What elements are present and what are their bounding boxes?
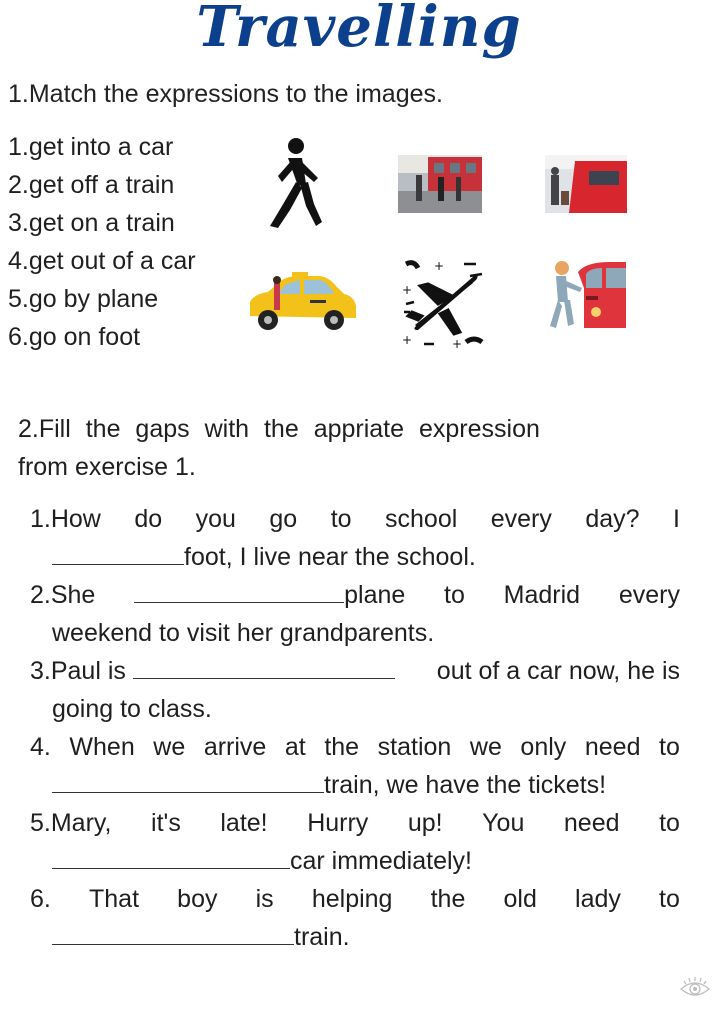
taxi-icon bbox=[244, 272, 358, 334]
question-word: Hurry bbox=[307, 809, 369, 837]
question-word: to bbox=[659, 885, 680, 913]
question-word: we bbox=[153, 733, 186, 761]
question-word: plane bbox=[344, 581, 406, 609]
answer-blank[interactable] bbox=[52, 918, 294, 945]
page-title: Travelling bbox=[196, 0, 522, 60]
question-word: station bbox=[377, 733, 452, 761]
expression-list bbox=[8, 128, 196, 356]
question-word: the bbox=[324, 733, 360, 761]
svg-text:+: + bbox=[452, 337, 463, 350]
question-word: is bbox=[255, 885, 274, 913]
question-word: every bbox=[618, 581, 680, 609]
answer-blank[interactable] bbox=[52, 766, 324, 793]
question-word: day? bbox=[585, 505, 640, 533]
question bbox=[30, 728, 680, 804]
question-word: out of a car now, he is bbox=[436, 657, 680, 685]
question-word: 5.Mary, bbox=[30, 809, 112, 837]
question bbox=[30, 880, 680, 956]
question-word: 3.Paul is bbox=[30, 657, 126, 685]
question-word: to bbox=[659, 733, 680, 761]
question-word: That bbox=[89, 885, 140, 913]
question bbox=[30, 500, 680, 576]
svg-text:+: + bbox=[434, 259, 445, 273]
question-word: need bbox=[584, 733, 641, 761]
question-text: train, we have the tickets! bbox=[324, 771, 607, 799]
question-word: we bbox=[469, 733, 502, 761]
question-word: arrive bbox=[203, 733, 267, 761]
question bbox=[30, 804, 680, 880]
question-text: car immediately! bbox=[290, 847, 472, 875]
exercise1-heading: 1.Match the expressions to the images. bbox=[8, 80, 443, 108]
question-word: to bbox=[444, 581, 465, 609]
question-text: going to class. bbox=[52, 695, 212, 723]
train-platform-photo bbox=[398, 155, 482, 213]
exercise2-heading bbox=[18, 410, 598, 486]
person-car-door-icon bbox=[540, 258, 630, 332]
question-word: lady bbox=[575, 885, 621, 913]
answer-blank[interactable] bbox=[133, 652, 395, 679]
expression-item: 2.get off a train bbox=[8, 171, 175, 199]
walking-person-icon bbox=[262, 136, 324, 230]
question-word: need bbox=[563, 809, 620, 837]
answer-blank[interactable] bbox=[134, 576, 344, 603]
question-word: 2.She bbox=[30, 581, 96, 609]
question-word: it's bbox=[151, 809, 181, 837]
question-word: up! bbox=[407, 809, 443, 837]
question-word: Madrid bbox=[503, 581, 581, 609]
question-text: weekend to visit her grandparents. bbox=[52, 619, 435, 647]
expression-item: 1.get into a car bbox=[8, 133, 174, 161]
question-word: helping bbox=[311, 885, 393, 913]
question bbox=[30, 652, 680, 728]
expression-item: 5.go by plane bbox=[8, 285, 159, 313]
question-word: I bbox=[673, 505, 680, 533]
svg-text:+: + bbox=[402, 333, 413, 347]
question-word: to bbox=[330, 505, 352, 533]
eye-logo-icon bbox=[678, 973, 712, 1003]
question bbox=[30, 576, 680, 652]
question-word: 1.How bbox=[30, 505, 101, 533]
svg-text:+: + bbox=[402, 283, 413, 297]
question-word: You bbox=[482, 809, 525, 837]
answer-blank[interactable] bbox=[52, 842, 290, 869]
question-word: the bbox=[430, 885, 466, 913]
question-word: only bbox=[520, 733, 567, 761]
red-train-photo bbox=[545, 155, 627, 213]
question-word: go bbox=[269, 505, 298, 533]
question-word: school bbox=[385, 505, 458, 533]
question-word: do bbox=[134, 505, 163, 533]
question-word: late! bbox=[220, 809, 268, 837]
question-word: old bbox=[503, 885, 537, 913]
exercise2-heading-line1: 2.Fill the gaps with the appriate expression bbox=[18, 415, 540, 443]
question-word: you bbox=[195, 505, 236, 533]
exercise2-heading-line2: from exercise 1. bbox=[18, 453, 196, 481]
question-word: boy bbox=[177, 885, 218, 913]
expression-item: 3.get on a train bbox=[8, 209, 175, 237]
question-word: 6. bbox=[30, 885, 51, 913]
question-word: When bbox=[69, 733, 135, 761]
question-word: to bbox=[659, 809, 680, 837]
question-word: at bbox=[284, 733, 306, 761]
answer-blank[interactable] bbox=[52, 538, 184, 565]
expression-item: 4.get out of a car bbox=[8, 247, 196, 275]
question-text: foot, I live near the school. bbox=[184, 543, 476, 571]
expression-item: 6.go on foot bbox=[8, 323, 141, 351]
question-word: every bbox=[490, 505, 552, 533]
airplane-icon bbox=[398, 256, 490, 350]
question-text: train. bbox=[294, 923, 350, 951]
question-word: 4. bbox=[30, 733, 51, 761]
